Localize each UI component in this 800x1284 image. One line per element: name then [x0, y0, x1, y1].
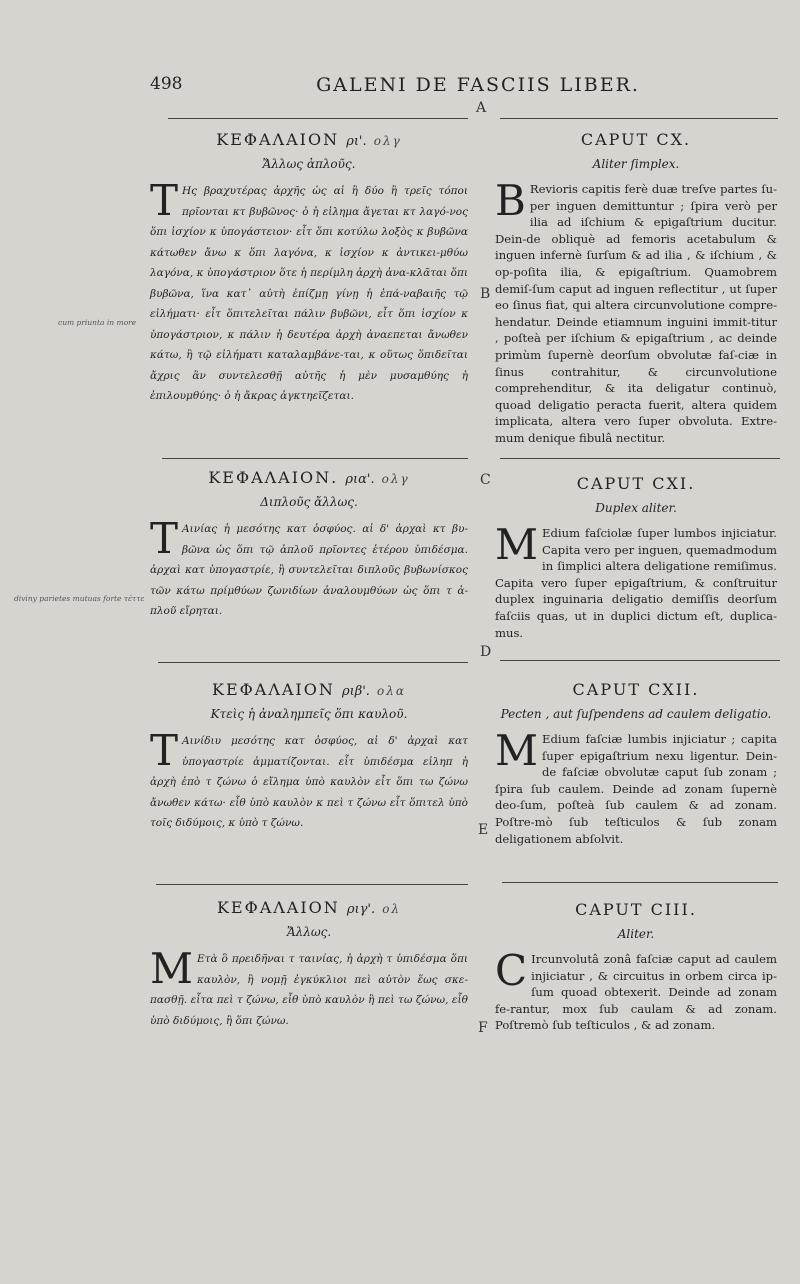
drop-cap: T	[150, 514, 179, 563]
latin-heading: CAPUT CXII.	[572, 680, 700, 699]
latin-subtitle: Pecten , aut ſuſpendens ad caulem deligatio.	[500, 707, 772, 721]
greek-section-111	[150, 468, 468, 622]
latin-subtitle: Duplex aliter.	[595, 501, 677, 515]
section-marker-f: F	[478, 1020, 488, 1036]
greek-subtitle: Ἄλλως ἁπλοῦς.	[262, 157, 356, 171]
latin-section-cx	[495, 130, 777, 447]
handwritten-annotation: ολ	[382, 902, 402, 916]
latin-section-ciii	[495, 900, 777, 1034]
rule-right-2	[500, 458, 780, 459]
greek-body: M Ετὰ ὃ πρειδῆναι τ ταινίας, ἡ ἀρχὴ τ ὑπιδέσμα ὅπι καυλὸν, ἢ νομῇ ἐγκύκλιοι πεὶ αὐτὸν ἕως σκε-πασθῇ. εἶτα πεὶ τ ζώνω, εἶθ ὑπὸ καυλὸν ἢ πεὶ τω ζώνω, εἶθ ὑπὸ διδύμοις, ἢ ὅπι ζώνω.	[150, 944, 468, 1027]
drop-cap: B	[495, 176, 526, 225]
greek-subtitle: Κτεὶς ἡ ἀναλημπεῖς ὅπι καυλοῦ.	[210, 707, 408, 721]
drop-cap: T	[150, 176, 179, 225]
handwritten-annotation: ολα	[377, 684, 406, 698]
running-header	[150, 74, 786, 98]
latin-heading: CAPUT CX.	[580, 130, 692, 149]
greek-heading: ΚΕΦΑΛΑΙΟΝ ρι'. ολγ	[216, 130, 402, 149]
handwritten-annotation: ολγ	[381, 472, 410, 486]
greek-heading: ΚΕΦΑΛΑΙΟΝ ριγ'. ολ	[216, 898, 402, 917]
rule-right-1	[500, 118, 778, 119]
latin-body: M Edium faſciæ lumbis injiciatur ; capita ſuper epigaſtrium nexu ligentur. Dein-de faſciæ obvolutæ caput ſub zonam ; ſpira ſub caulem. Deinde ad zonam ſupernè deo-ſum, poſteà ſub caulem & ad zonam. Poſtre-mò ſub teſticulos & ſub zonam deligationem abſolvit.	[495, 726, 777, 846]
section-marker-b: B	[480, 286, 491, 302]
section-marker-e: E	[478, 822, 489, 838]
drop-cap: M	[150, 944, 194, 993]
greek-body: T Ης βραχυτέρας ἀρχῆς ὡς αἱ ἢ δύο ἢ τρεῖς τόποι πρῖονται κτ βυβῶνος· ὁ ἡ εἰλημα ἄγεται κτ λαγό-νος ὅπι ἰσχίον κ ὑπογάστειον· εἶτ ὅπι κοτύλω λοξὸς κ βυβῶνα κάτωθεν ἄνω κ ὅπι λαγόνα, κ ἰσχίον κ ἀντικει-μθύω λαγόνα, κ ὑπογάστριον ὅτε ἡ περίμλη ἀρχὴ ἀνα-κλᾶται ὅπι βυβῶνα, ἵνα κατ᾽ αὐτὴ ἐπίζμῃ γίνῃ ἡ ἐπά-ναβαιῆς τῷ εἰλήματι· εἶτ ὅπιτελεῖται πάλιν βυβῶνι, εἶτ ὅπι ἰσχίον κ ὑπογάστριον, κ πάλιν ἡ δευτέρα ἀρχὴ ἀναεπεται ἄνωθεν κάτω, ἢ τῷ εἰλήματι καταλαμβάνε-ται, κ οὕτως ὅπιδεῖται ἄχρις ἂν συντελεσθῇ αὐτῆς ἡ μὲν μυσαμθύης ἡ ἐπιλουμθύης· ὁ ἡ ἄκρας ἀγκτηεῖζεται.	[150, 176, 468, 402]
latin-section-cxii	[495, 680, 777, 847]
section-marker-a: A	[476, 100, 487, 116]
greek-section-112	[150, 680, 468, 834]
greek-section-110	[150, 130, 468, 407]
running-title: GALENI DE FASCIIS LIBER.	[316, 74, 640, 96]
rule-left-4	[156, 884, 468, 885]
rule-left-3	[158, 662, 468, 663]
latin-section-cxi	[495, 474, 777, 641]
handwritten-annotation: ολγ	[373, 134, 402, 148]
latin-body: M Edium faſciolæ ſuper lumbos injiciatur. Capita vero per inguen, quemadmodum in ſimplici altera deligatione remiſimus. Capita vero ſuper epigaſtrium, & conſtruitur duplex inguinaria deligatio demiſſis deorſum faſciis quas, ut in duplici dictum eſt, duplica-mus.	[495, 520, 777, 640]
greek-subtitle: Ἄλλως.	[286, 925, 332, 939]
greek-subtitle: Διπλοῦς ἄλλως.	[260, 495, 358, 509]
latin-body: B Revioris capitis ferè duæ treſve partes ſu-per inguen demittuntur ; ſpira verò per ilia ad iſchium & epigaſtrium ducitur. Dein-de obliquè ad femoris acetabulum & inguen infernè ſurſum & ad ilia , & iſchium , & op-poſita ilia, & epigaſtrium. Quamobrem demiſ-ſum caput ad inguen reflectitur , ut ſuper eo ſinus fiat, qui altera circunvolutione compre-hendatur. Deinde etiamnum inguini immit-titur , poſteà per iſchium & epigaſtrium , ac deinde primùm ſupernè deorſum obvolutæ faſ-ciæ in ſinus contrahitur, & circunvolutione comprehenditur, & ita deligatur continuò, quoad deligatio peracta fuerit, altera quidem implicata, altera vero ſuper obvoluta. Extre-mum denique fibulâ nectitur.	[495, 176, 777, 445]
drop-cap: M	[495, 726, 539, 775]
greek-body: T Αινίδιυ μεσότης κατ ὀσφύος, αἱ δ' ἀρχαὶ κατ ὑπογαστρίε ἁμματίζονται. εἶτ ὑπιδέσμα εἰληπ ἡ ἀρχὴ ἐπὸ τ ζώνω ὁ εἴλημα ὑπὸ καυλὸν εἶτ ὅπι τω ζώνω ἄνωθεν κάτω· εἶθ ὑπὸ καυλὸν κ πεὶ τ ζώνω εἶτ ὅπιτελ ὑπὸ τοῖς διδύμοις, κ ὑπὸ τ ζώνω.	[150, 726, 468, 829]
greek-section-113	[150, 898, 468, 1031]
latin-heading: CAPUT CXI.	[576, 474, 696, 493]
latin-subtitle: Aliter ſimplex.	[592, 157, 680, 171]
margin-note-2: diviny parietes mutuas forte τέττε	[14, 594, 145, 603]
drop-cap: M	[495, 520, 539, 569]
rule-left-1	[168, 118, 468, 119]
greek-heading: ΚΕΦΑΛΑΙΟΝ. ρια'. ολγ	[208, 468, 410, 487]
latin-subtitle: Aliter.	[617, 927, 655, 941]
latin-heading: CAPUT CIII.	[575, 900, 697, 919]
rule-right-4	[502, 882, 778, 883]
rule-left-2	[162, 458, 468, 459]
greek-body: T Αινίας ἡ μεσότης κατ ὀσφύος. αἱ δ' ἀρχαὶ κτ βυ-βῶνα ὡς ὅπι τῷ ἁπλοῦ πρῖοντες ἑτέρου ὑπιδέσμα. ἀρχαὶ κατ ὑπογαστρίε, ἢ συντελεῖται διπλοῦς βυβωνίσκος τῶν κάτω πρίμθύων ζωνιδίων ἀναλουμθύων ὡς ὅπι τ ἁ-πλοῦ εἴρηται.	[150, 514, 468, 617]
margin-note-1: cum priunta in more	[58, 318, 137, 327]
section-marker-c: C	[480, 472, 491, 488]
page-number: 498	[150, 74, 183, 94]
latin-body: C Ircunvolutâ zonâ faſciæ caput ad caulem injiciatur , & circuitus in orbem circa ip-ſum quoad obtexerit. Deinde ad zonam fe-rantur, mox ſub caulam & ad zonam. Poſtremò ſub teſticulos , & ad zonam.	[495, 946, 777, 1033]
drop-cap: C	[495, 946, 528, 995]
drop-cap: T	[150, 726, 179, 775]
greek-heading: ΚΕΦΑΛΑΙΟΝ ριβ'. ολα	[212, 680, 406, 699]
rule-right-3	[500, 660, 780, 661]
section-marker-d: D	[480, 644, 492, 660]
